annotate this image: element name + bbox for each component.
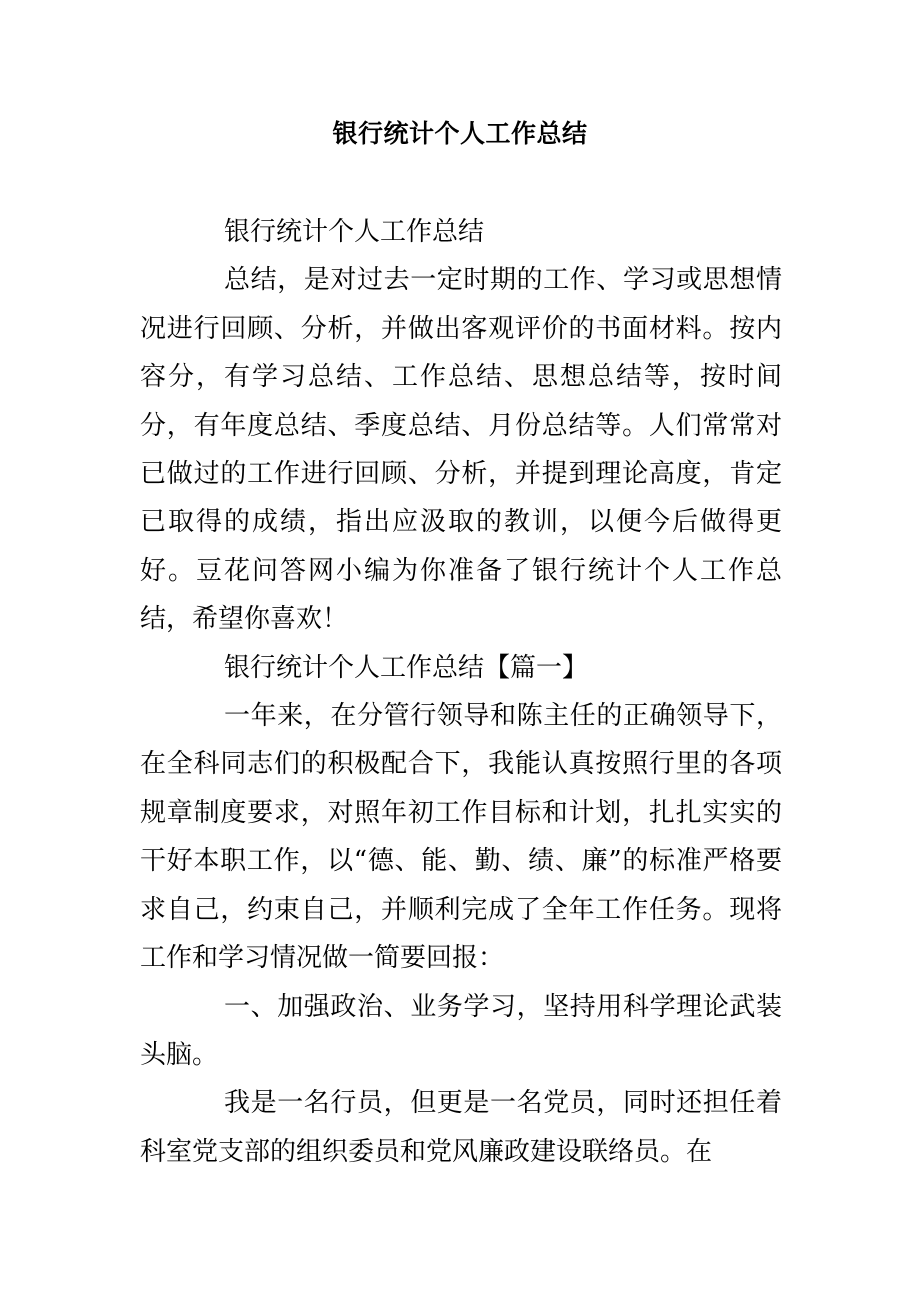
paragraph-section-heading: 银行统计个人工作总结【篇一】 <box>224 652 589 683</box>
paragraph-subtitle: 银行统计个人工作总结 <box>224 217 485 247</box>
paragraph-intro: 总结，是对过去一定时期的工作、学习或思想情况进行回顾、分析，并做出客观评价的书面材料。按内容分，有学习总结、工作总结、思想总结等，按时间分，有年度总结、季度总结、月份总结等。人们常常对已做过的工作进行回顾、分析，并提到理论高度，肯定已取得的成绩，指出应汲取的教训，以便今后做得更好。豆花问答网小编为你准备了银行统计个人工作总结，希望你喜欢！ <box>140 265 782 635</box>
paragraph-point-one-heading: 一、加强政治、业务学习，坚持用科学理论武装头脑。 <box>140 991 782 1070</box>
document-body <box>140 208 782 1176</box>
paragraph-overview: 一年来，在分管行领导和陈主任的正确领导下，在全科同志们的积极配合下，我能认真按照行里的各项规章制度要求，对照年初工作目标和计划，扎扎实实的干好本职工作，以“德、能、勤、绩、廉”的标准严格要求自己，约束自己，并顺利完成了全年工作任务。现将工作和学习情况做一简要回报： <box>140 701 782 974</box>
document-title: 银行统计个人工作总结 <box>332 119 588 148</box>
paragraph-point-one-body: 我是一名行员，但更是一名党员，同时还担任着科室党支部的组织委员和党风廉政建设联络员。在 <box>140 1088 782 1167</box>
